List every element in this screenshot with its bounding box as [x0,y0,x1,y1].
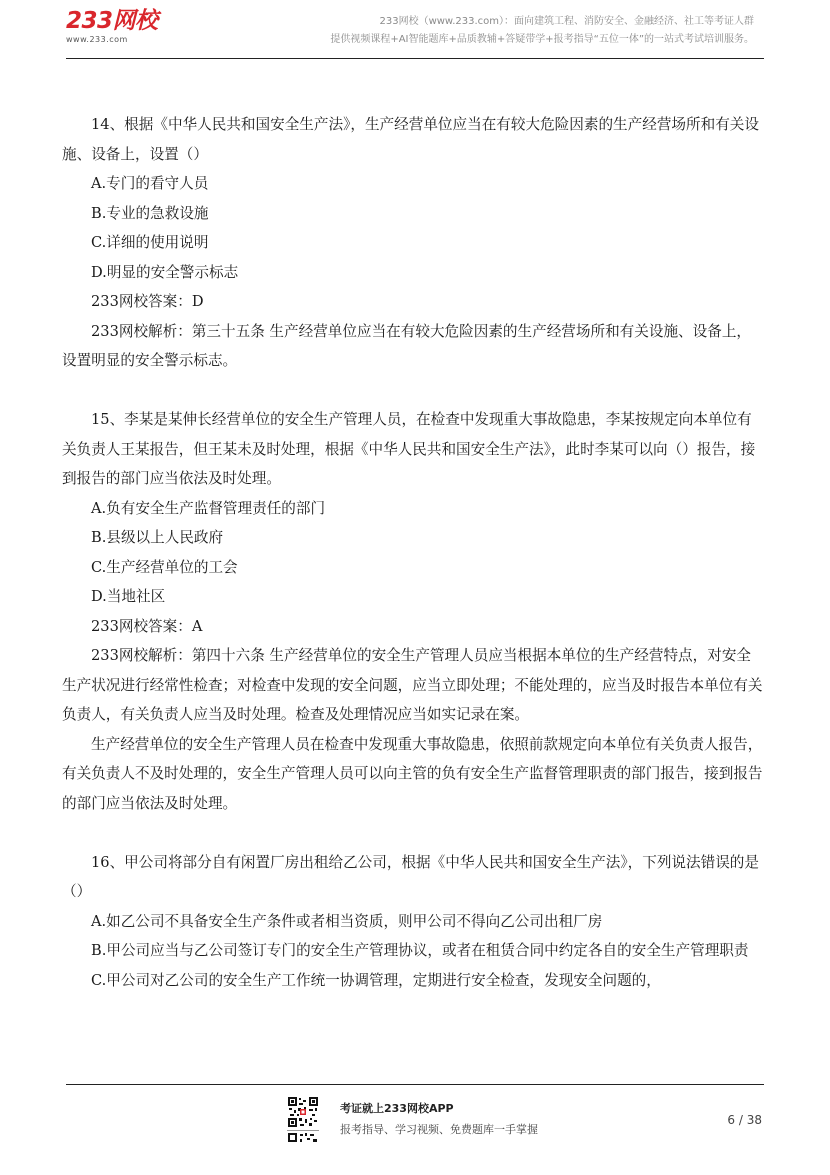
answer-line: 233网校答案：D [91,293,204,310]
option-a: A.如乙公司不具备安全生产条件或者相当资质，则甲公司不得向乙公司出租厂房 [91,912,603,930]
logo-text: 233网校 [66,8,158,34]
option-a: A.专门的看守人员 [91,175,209,192]
app-promo-subtitle: 报考指导、学习视频、免费题库一手掌握 [340,1123,538,1136]
option-c: C.生产经营单位的工会 [91,558,238,576]
tagline-line-2: 提供视频课程+AI智能题库+品质教辅+答疑带学+报考指导“五位一体”的一站式考试培训服务。 [330,34,754,45]
option-a: A.负有安全生产监督管理责任的部门 [91,499,326,517]
spacer [62,376,764,406]
question-stem: 16、甲公司将部分自有闲置厂房出租给乙公司，根据《中华人民共和国安全生产法》，下列说法错误的是（） [62,853,759,900]
option-c: C.甲公司对乙公司的安全生产工作统一协调管理，定期进行安全检查，发现安全问题的， [91,971,661,989]
page-number: 6 / 38 [727,1113,762,1127]
question-stem: 15、李某是某伸长经营单位的安全生产管理人员，在检查中发现重大事故隐患，李某按规定向本单位有关负责人王某报告，但王某未及时处理，根据《中华人民共和国安全生产法》，此时李某可以向（）报告，接到报告的部门应当依法及时处理。 [62,411,756,487]
option-d: D.明显的安全警示标志 [91,263,239,281]
qr-code-icon[interactable] [287,1096,319,1144]
footer-divider [66,1084,764,1085]
option-b: B.县级以上人民政府 [91,529,224,546]
spacer [62,818,764,848]
option-c: C.详细的使用说明 [91,234,209,251]
analysis-paragraph: 233网校解析：第四十六条 生产经营单位的安全生产管理人员应当根据本单位的生产经营特点，对安全生产状况进行经常性检查；对检查中发现的安全问题，应当立即处理；不能处理的，应当及时报告本单位有关负责人，有关负责人应当及时处理。检查及处理情况应当如实记录在案。 [62,647,763,723]
brand-logo[interactable] [66,8,166,44]
option-b: B.专业的急救设施 [91,204,209,222]
header-tagline [284,13,754,49]
tagline-line-1: 233网校（www.233.com）：面向建筑工程、消防安全、金融经济、社工等考证人群 [379,16,754,27]
analysis-paragraph: 生产经营单位的安全生产管理人员在检查中发现重大事故隐患，依照前款规定向本单位有关负责人报告，有关负责人不及时处理的，安全生产管理人员可以向主管的负有安全生产监督管理职责的部门报告，接到报告的部门应当依法及时处理。 [62,735,763,812]
header-divider [66,58,764,59]
analysis-paragraph: 233网校解析：第三十五条 生产经营单位应当在有较大危险因素的生产经营场所和有关设施、设备上，设置明显的安全警示标志。 [62,322,752,369]
page-header [0,0,830,62]
answer-line: 233网校答案：A [91,617,203,635]
document-body [62,110,764,995]
app-promo-title: 考证就上233网校APP [340,1102,454,1115]
question-stem: 14、根据《中华人民共和国安全生产法》，生产经营单位应当在有较大危险因素的生产经营场所和有关设施、设备上，设置（） [62,116,759,163]
option-d: D.当地社区 [91,588,166,605]
logo-url: www.233.com [66,35,128,44]
option-b: B.甲公司应当与乙公司签订专门的安全生产管理协议，或者在租赁合同中约定各自的安全生产管理职责 [91,942,749,959]
